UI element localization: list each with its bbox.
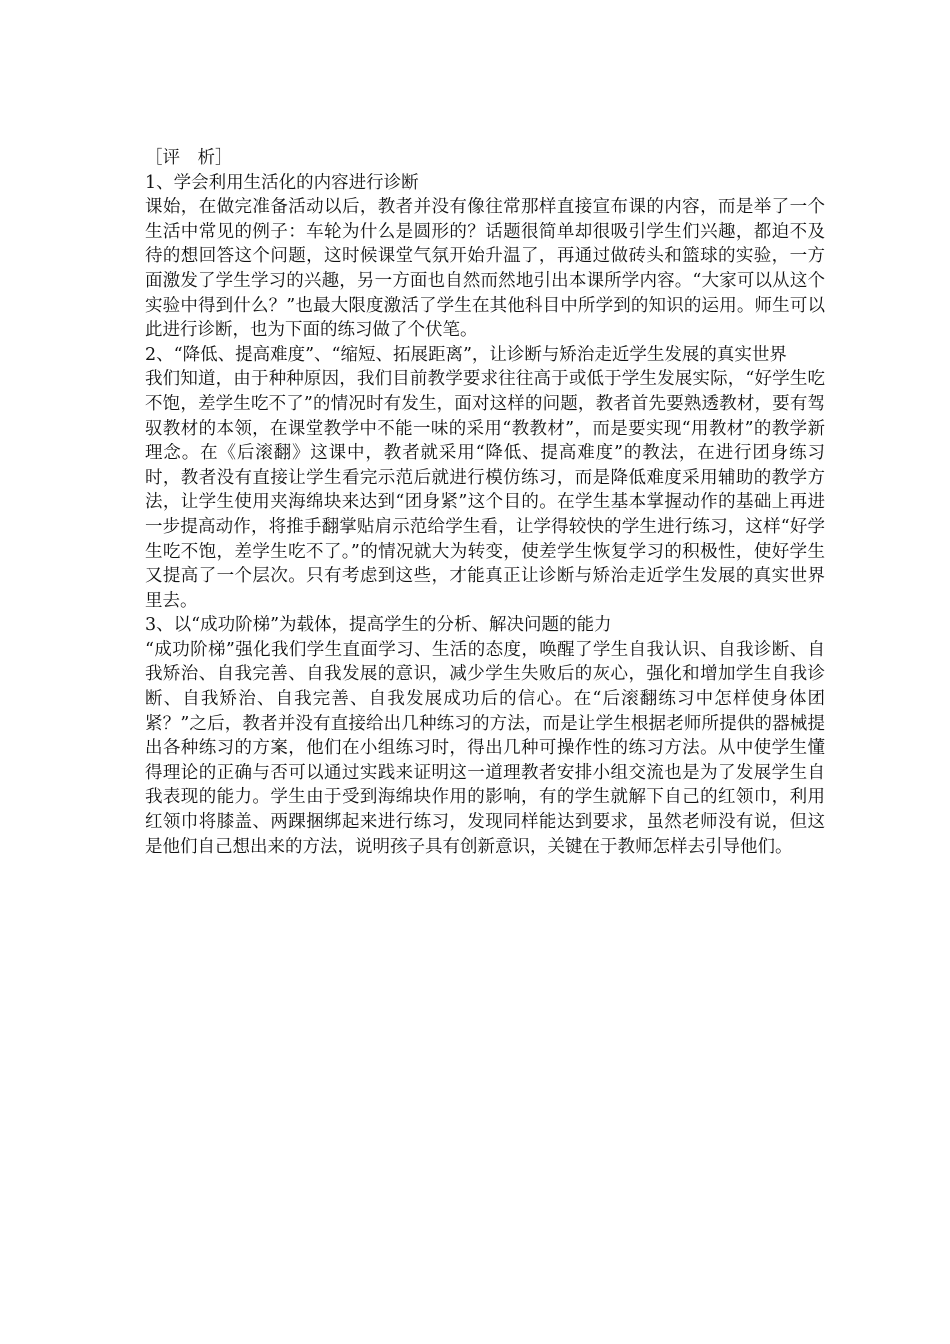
section-2-heading: 2、“降低、提高难度”、“缩短、拓展距离”，让诊断与矫治走近学生发展的真实世界 [145, 344, 787, 365]
section-3-heading: 3、以“成功阶梯”为载体，提高学生的分析、解决问题的能力 [145, 615, 612, 636]
section-2-body: 我们知道，由于种种原因，我们目前教学要求往往高于或低于学生发展实际，“好学生吃不饱，差学生吃不了”的情况时有发生，面对这样的问题，教者首先要熟透教材，要有驾驭教材的本领，在课堂教学中不能一味的采用“教教材”，而是要实现“用教材”的教学新理念。在《后滚翻》这课中，教者就采用“降低、提高难度”的教法，在进行团身练习时，教者没有直接让学生看完示范后就进行模仿练习，而是降低难度采用辅助的教学方法，让学生使用夹海绵块来达到“团身紧”这个目的。在学生基本掌握动作的基础上再进一步提高动作，将推手翻掌贴肩示范给学生看，让学得较快的学生进行练习，这样“好学生吃不饱，差学生吃不了。”的情况就大为转变，使差学生恢复学习的积极性，使好学生又提高了一个层次。只有考虑到这些，才能真正让诊断与矫治走近学生发展的真实世界里去。 [145, 369, 825, 611]
document-page [145, 146, 825, 859]
review-label: ［评 析］ [145, 148, 233, 168]
section-3-body: “成功阶梯”强化我们学生直面学习、生活的态度，唤醒了学生自我认识、自我诊断、自我矫治、自我完善、自我发展的意识，减少学生失败后的灰心，强化和增加学生自我诊断、自我矫治、自我完善、自我发展成功后的信心。在“后滚翻练习中怎样使身体团紧？”之后，教者并没有直接给出几种练习的方法，而是让学生根据老师所提供的器械提出各种练习的方案，他们在小组练习时，得出几种可操作性的练习方法。从中使学生懂得理论的正确与否可以通过实践来证明这一道理教者安排小组交流也是为了发展学生自我表现的能力。学生由于受到海绵块作用的影响，有的学生就解下自己的红领巾，利用红领巾将膝盖、两踝捆绑起来进行练习，发现同样能达到要求，虽然老师没有说，但这是他们自己想出来的方法，说明孩子具有创新意识，关键在于教师怎样去引导他们。 [145, 639, 825, 857]
section-1-heading: 1、学会利用生活化的内容进行诊断 [145, 172, 419, 193]
section-1-body: 课始，在做完准备活动以后，教者并没有像往常那样直接宣布课的内容，而是举了一个生活中常见的例子：车轮为什么是圆形的？话题很简单却很吸引学生们兴趣，都迫不及待的想回答这个问题，这时候课堂气氛开始升温了，再通过做砖头和篮球的实验，一方面激发了学生学习的兴趣，另一方面也自然而然地引出本课所学内容。“大家可以从这个实验中得到什么？”也最大限度激活了学生在其他科目中所学到的知识的运用。师生可以此进行诊断，也为下面的练习做了个伏笔。 [145, 197, 825, 341]
